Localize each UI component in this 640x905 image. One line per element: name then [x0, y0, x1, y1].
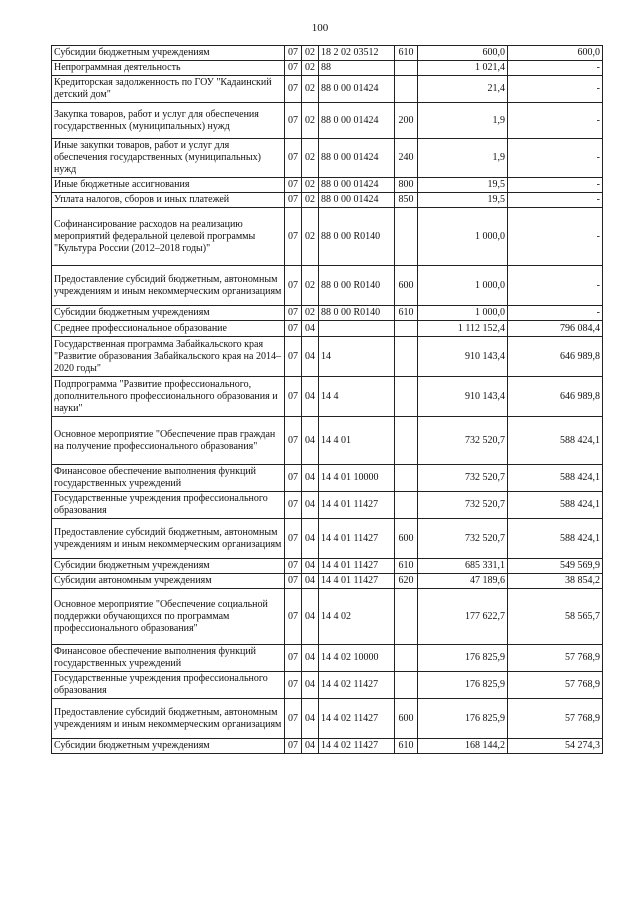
table-row: [52, 103, 603, 139]
row-name: Закупка товаров, работ и услуг для обеспечения государственных (муниципальных) нужд: [52, 103, 285, 139]
table-row: [52, 417, 603, 465]
row-amount-year-2: 57 768,9: [508, 672, 603, 699]
row-subsection-code: 04: [302, 589, 319, 645]
row-amount-year-1: 910 143,4: [418, 337, 508, 377]
row-target-article-code: 14 4 01 11427: [319, 559, 395, 574]
row-section-code: 07: [285, 61, 302, 76]
row-section-code: 07: [285, 76, 302, 103]
row-target-article-code: 14 4 02: [319, 589, 395, 645]
row-target-article-code: 88 0 00 01424: [319, 103, 395, 139]
row-amount-year-1: 168 144,2: [418, 739, 508, 754]
row-target-article-code: [319, 321, 395, 337]
row-subsection-code: 02: [302, 306, 319, 321]
row-subsection-code: 02: [302, 61, 319, 76]
row-name: Среднее профессиональное образование: [52, 321, 285, 337]
row-subsection-code: 04: [302, 645, 319, 672]
row-expense-type-code: 240: [395, 139, 418, 178]
table-row: [52, 266, 603, 306]
row-expense-type-code: [395, 321, 418, 337]
row-subsection-code: 02: [302, 178, 319, 193]
row-subsection-code: 04: [302, 672, 319, 699]
row-section-code: 07: [285, 699, 302, 739]
row-name: Государственные учреждения профессионального образования: [52, 672, 285, 699]
row-amount-year-1: 1 000,0: [418, 208, 508, 266]
row-section-code: 07: [285, 739, 302, 754]
row-amount-year-2: -: [508, 208, 603, 266]
table-row: [52, 337, 603, 377]
row-subsection-code: 04: [302, 739, 319, 754]
row-subsection-code: 02: [302, 76, 319, 103]
row-subsection-code: 02: [302, 139, 319, 178]
row-target-article-code: 14 4 01: [319, 417, 395, 465]
table-row: [52, 559, 603, 574]
row-target-article-code: 88 0 00 01424: [319, 76, 395, 103]
row-expense-type-code: 800: [395, 178, 418, 193]
row-amount-year-2: 38 854,2: [508, 574, 603, 589]
row-name: Субсидии бюджетным учреждениям: [52, 306, 285, 321]
row-target-article-code: 88 0 00 R0140: [319, 266, 395, 306]
row-section-code: 07: [285, 306, 302, 321]
row-amount-year-1: 910 143,4: [418, 377, 508, 417]
row-name: Иные закупки товаров, работ и услуг для обеспечения государственных (муниципальных) нужд: [52, 139, 285, 178]
row-target-article-code: 88: [319, 61, 395, 76]
row-expense-type-code: 610: [395, 559, 418, 574]
row-amount-year-2: 588 424,1: [508, 492, 603, 519]
row-name: Основное мероприятие "Обеспечение социальной поддержки обучающихся по программам профессионального образования": [52, 589, 285, 645]
row-expense-type-code: [395, 465, 418, 492]
row-amount-year-2: -: [508, 266, 603, 306]
row-subsection-code: 04: [302, 417, 319, 465]
table-row: [52, 699, 603, 739]
row-target-article-code: 14 4 02 11427: [319, 739, 395, 754]
row-amount-year-1: 685 331,1: [418, 559, 508, 574]
row-section-code: 07: [285, 559, 302, 574]
row-amount-year-2: -: [508, 178, 603, 193]
budget-table: [51, 45, 603, 754]
row-expense-type-code: [395, 645, 418, 672]
row-section-code: 07: [285, 193, 302, 208]
table-row: [52, 306, 603, 321]
table-row: [52, 739, 603, 754]
row-subsection-code: 04: [302, 337, 319, 377]
row-amount-year-2: 54 274,3: [508, 739, 603, 754]
row-amount-year-2: 58 565,7: [508, 589, 603, 645]
row-name: Софинансирование расходов на реализацию мероприятий федеральной целевой программы "Культура России (2012–2018 годы)": [52, 208, 285, 266]
row-name: Субсидии бюджетным учреждениям: [52, 559, 285, 574]
row-subsection-code: 04: [302, 465, 319, 492]
table-row: [52, 589, 603, 645]
row-expense-type-code: 600: [395, 519, 418, 559]
row-expense-type-code: 610: [395, 306, 418, 321]
row-expense-type-code: [395, 337, 418, 377]
row-expense-type-code: [395, 672, 418, 699]
row-expense-type-code: 600: [395, 699, 418, 739]
table-row: [52, 377, 603, 417]
row-name: Кредиторская задолженность по ГОУ "Кадаинский детский дом": [52, 76, 285, 103]
table-row: [52, 178, 603, 193]
row-expense-type-code: 600: [395, 266, 418, 306]
row-amount-year-2: 588 424,1: [508, 465, 603, 492]
table-row: [52, 574, 603, 589]
row-amount-year-2: 646 989,8: [508, 337, 603, 377]
row-section-code: 07: [285, 208, 302, 266]
budget-table-body: [52, 46, 603, 754]
table-row: [52, 76, 603, 103]
row-section-code: 07: [285, 465, 302, 492]
row-section-code: 07: [285, 574, 302, 589]
row-amount-year-1: 732 520,7: [418, 465, 508, 492]
table-row: [52, 61, 603, 76]
row-amount-year-1: 1 000,0: [418, 306, 508, 321]
row-expense-type-code: [395, 377, 418, 417]
row-section-code: 07: [285, 645, 302, 672]
row-expense-type-code: 620: [395, 574, 418, 589]
table-row: [52, 672, 603, 699]
row-subsection-code: 04: [302, 519, 319, 559]
row-target-article-code: 88 0 00 R0140: [319, 306, 395, 321]
table-row: [52, 321, 603, 337]
table-row: [52, 519, 603, 559]
row-section-code: 07: [285, 377, 302, 417]
table-row: [52, 465, 603, 492]
row-name: Государственная программа Забайкальского края "Развитие образования Забайкальского края на 2014–2020 годы": [52, 337, 285, 377]
row-subsection-code: 04: [302, 377, 319, 417]
row-amount-year-2: -: [508, 193, 603, 208]
row-name: Подпрограмма "Развитие профессионального, дополнительного профессионального образования и науки": [52, 377, 285, 417]
row-target-article-code: 14 4 01 11427: [319, 519, 395, 559]
row-subsection-code: 04: [302, 492, 319, 519]
row-name: Государственные учреждения профессионального образования: [52, 492, 285, 519]
row-name: Предоставление субсидий бюджетным, автономным учреждениям и иным некоммерческим организациям: [52, 519, 285, 559]
row-section-code: 07: [285, 139, 302, 178]
row-amount-year-2: 600,0: [508, 46, 603, 61]
table-row: [52, 492, 603, 519]
row-amount-year-2: 588 424,1: [508, 417, 603, 465]
row-amount-year-2: 549 569,9: [508, 559, 603, 574]
row-subsection-code: 02: [302, 193, 319, 208]
row-subsection-code: 02: [302, 266, 319, 306]
row-target-article-code: 14 4 02 11427: [319, 699, 395, 739]
row-expense-type-code: [395, 492, 418, 519]
row-name: Уплата налогов, сборов и иных платежей: [52, 193, 285, 208]
row-target-article-code: 88 0 00 01424: [319, 178, 395, 193]
table-row: [52, 645, 603, 672]
row-amount-year-1: 176 825,9: [418, 645, 508, 672]
row-target-article-code: 88 0 00 R0140: [319, 208, 395, 266]
row-expense-type-code: [395, 76, 418, 103]
row-name: Предоставление субсидий бюджетным, автономным учреждениям и иным некоммерческим организациям: [52, 699, 285, 739]
row-amount-year-1: 176 825,9: [418, 699, 508, 739]
row-section-code: 07: [285, 672, 302, 699]
row-section-code: 07: [285, 492, 302, 519]
row-expense-type-code: [395, 417, 418, 465]
row-expense-type-code: 200: [395, 103, 418, 139]
row-name: Субсидии бюджетным учреждениям: [52, 46, 285, 61]
row-section-code: 07: [285, 417, 302, 465]
row-name: Финансовое обеспечение выполнения функций государственных учреждений: [52, 465, 285, 492]
row-name: Основное мероприятие "Обеспечение прав граждан на получение профессионального образования": [52, 417, 285, 465]
row-amount-year-2: 57 768,9: [508, 645, 603, 672]
row-name: Иные бюджетные ассигнования: [52, 178, 285, 193]
row-section-code: 07: [285, 103, 302, 139]
row-expense-type-code: 610: [395, 46, 418, 61]
row-amount-year-1: 177 622,7: [418, 589, 508, 645]
row-subsection-code: 04: [302, 321, 319, 337]
row-expense-type-code: [395, 61, 418, 76]
row-amount-year-2: 646 989,8: [508, 377, 603, 417]
row-amount-year-1: 19,5: [418, 178, 508, 193]
row-expense-type-code: 850: [395, 193, 418, 208]
row-amount-year-1: 732 520,7: [418, 492, 508, 519]
row-target-article-code: 14 4 02 10000: [319, 645, 395, 672]
row-amount-year-1: 21,4: [418, 76, 508, 103]
row-name: Субсидии бюджетным учреждениям: [52, 739, 285, 754]
row-amount-year-2: 796 084,4: [508, 321, 603, 337]
row-target-article-code: 14 4 02 11427: [319, 672, 395, 699]
row-amount-year-1: 600,0: [418, 46, 508, 61]
row-amount-year-2: -: [508, 76, 603, 103]
row-name: Предоставление субсидий бюджетным, автономным учреждениям и иным некоммерческим организациям: [52, 266, 285, 306]
row-amount-year-2: 588 424,1: [508, 519, 603, 559]
row-section-code: 07: [285, 266, 302, 306]
row-expense-type-code: [395, 208, 418, 266]
table-row: [52, 208, 603, 266]
row-amount-year-1: 1,9: [418, 139, 508, 178]
row-subsection-code: 04: [302, 559, 319, 574]
page-number: 100: [311, 22, 329, 34]
row-amount-year-2: -: [508, 306, 603, 321]
row-target-article-code: 14 4 01 11427: [319, 492, 395, 519]
row-section-code: 07: [285, 337, 302, 377]
row-target-article-code: 14 4 01 11427: [319, 574, 395, 589]
row-amount-year-1: 1 112 152,4: [418, 321, 508, 337]
row-section-code: 07: [285, 321, 302, 337]
row-amount-year-1: 732 520,7: [418, 519, 508, 559]
row-subsection-code: 02: [302, 46, 319, 61]
table-row: [52, 46, 603, 61]
row-target-article-code: 14 4: [319, 377, 395, 417]
row-expense-type-code: [395, 589, 418, 645]
row-amount-year-2: -: [508, 61, 603, 76]
row-target-article-code: 14 4 01 10000: [319, 465, 395, 492]
table-row: [52, 139, 603, 178]
row-name: Непрограммная деятельность: [52, 61, 285, 76]
row-amount-year-1: 732 520,7: [418, 417, 508, 465]
row-subsection-code: 02: [302, 208, 319, 266]
row-target-article-code: 14: [319, 337, 395, 377]
row-section-code: 07: [285, 178, 302, 193]
row-subsection-code: 02: [302, 103, 319, 139]
row-expense-type-code: 610: [395, 739, 418, 754]
row-name: Финансовое обеспечение выполнения функций государственных учреждений: [52, 645, 285, 672]
row-subsection-code: 04: [302, 574, 319, 589]
row-amount-year-2: -: [508, 139, 603, 178]
row-amount-year-1: 47 189,6: [418, 574, 508, 589]
row-amount-year-1: 19,5: [418, 193, 508, 208]
row-section-code: 07: [285, 519, 302, 559]
row-target-article-code: 88 0 00 01424: [319, 193, 395, 208]
row-amount-year-1: 1 021,4: [418, 61, 508, 76]
row-amount-year-2: 57 768,9: [508, 699, 603, 739]
row-amount-year-1: 176 825,9: [418, 672, 508, 699]
row-section-code: 07: [285, 589, 302, 645]
row-name: Субсидии автономным учреждениям: [52, 574, 285, 589]
row-amount-year-1: 1,9: [418, 103, 508, 139]
table-row: [52, 193, 603, 208]
row-subsection-code: 04: [302, 699, 319, 739]
row-target-article-code: 88 0 00 01424: [319, 139, 395, 178]
row-target-article-code: 18 2 02 03512: [319, 46, 395, 61]
row-amount-year-1: 1 000,0: [418, 266, 508, 306]
row-amount-year-2: -: [508, 103, 603, 139]
row-section-code: 07: [285, 46, 302, 61]
